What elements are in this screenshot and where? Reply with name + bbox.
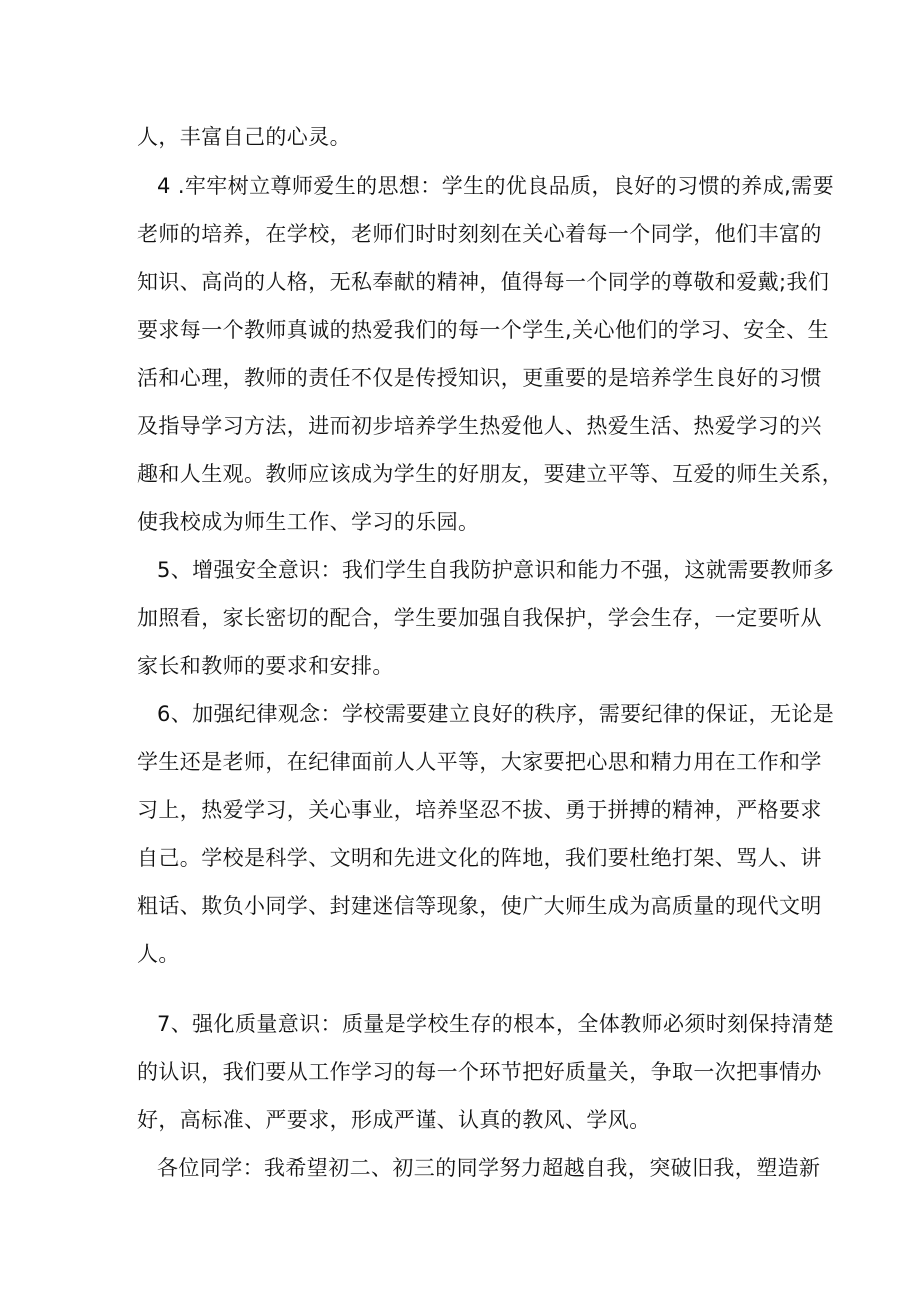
text-line: 家长和教师的要求和安排。 [137, 654, 394, 678]
text-line: 5、增强安全意识：我们学生自我防护意识和能力不强，这就需要教师多 [157, 558, 835, 582]
text-line: 活和心理，教师的责任不仅是传授知识，更重要的是培养学生良好的习惯 [137, 366, 822, 390]
text-line: 4 .牢牢树立尊师爱生的思想：学生的优良品质，良好的习惯的养成,需要 [157, 174, 834, 198]
text-line: 要求每一个教师真诚的热爱我们的每一个学生,关心他们的学习、安全、生 [137, 318, 829, 342]
text-line: 老师的培养，在学校，老师们时时刻刻在关心着每一个同学，他们丰富的 [137, 222, 822, 246]
text-line: 趣和人生观。教师应该成为学生的好朋友，要建立平等、互爱的师生关系， [137, 462, 844, 486]
text-line: 知识、高尚的人格，无私奉献的精神，值得每一个同学的尊敬和爱戴;我们 [137, 270, 830, 294]
text-line: 7、强化质量意识：质量是学校生存的根本，全体教师必须时刻保持清楚 [157, 1012, 835, 1036]
text-line: 学生还是老师，在纪律面前人人平等，大家要把心思和精力用在工作和学 [137, 750, 822, 774]
text-line: 的认识，我们要从工作学习的每一个环节把好质量关，争取一次把事情办 [137, 1060, 822, 1084]
text-line: 各位同学：我希望初二、初三的同学努力超越自我，突破旧我，塑造新 [157, 1156, 821, 1180]
text-line: 自己。学校是科学、文明和先进文化的阵地，我们要杜绝打架、骂人、讲 [137, 846, 822, 870]
text-line: 人。 [137, 942, 180, 966]
text-line: 人，丰富自己的心灵。 [137, 125, 351, 149]
text-line: 加照看，家长密切的配合，学生要加强自我保护，学会生存，一定要听从 [137, 606, 822, 630]
text-line: 使我校成为师生工作、学习的乐园。 [137, 510, 480, 534]
text-line: 及指导学习方法，进而初步培养学生热爱他人、热爱生活、热爱学习的兴 [137, 414, 822, 438]
text-line: 6、加强纪律观念：学校需要建立良好的秩序，需要纪律的保证，无论是 [157, 702, 835, 726]
text-line: 习上，热爱学习，关心事业，培养坚忍不拔、勇于拼搏的精神，严格要求 [137, 798, 822, 822]
text-line: 粗话、欺负小同学、封建迷信等现象，使广大师生成为高质量的现代文明 [137, 894, 822, 918]
text-line: 好，高标准、严要求，形成严谨、认真的教风、学风。 [137, 1108, 651, 1132]
